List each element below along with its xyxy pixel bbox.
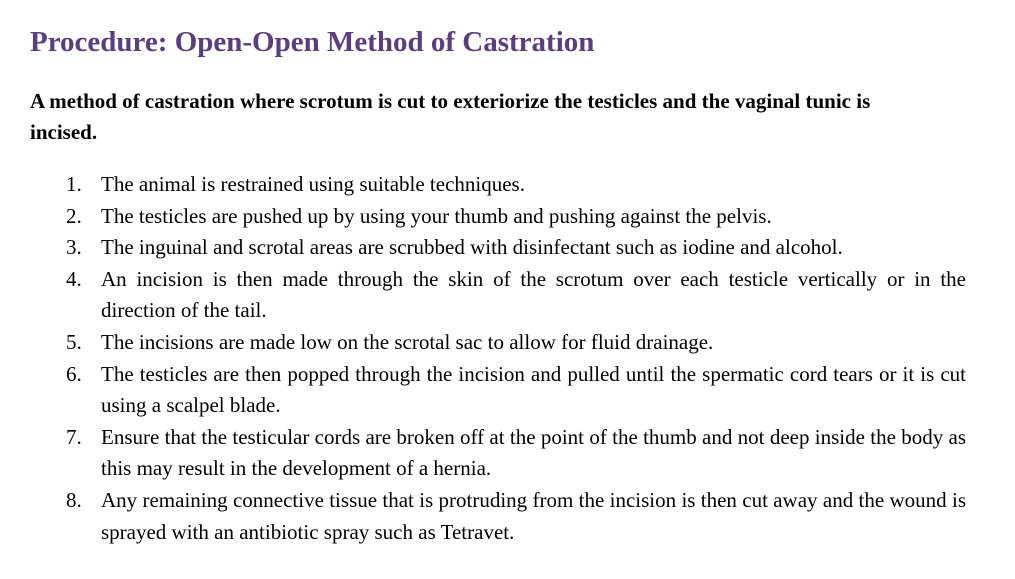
step-text: The testicles are then popped through the incision and pulled until the spermatic cord tears or it is cut using a scalpel blade. xyxy=(101,361,966,418)
step-number: 5. xyxy=(66,329,82,354)
step-number: 1. xyxy=(66,172,82,196)
step-text: An incision is then made through the skin of the scrotum over each testicle vertically or in the direction of the tail. xyxy=(101,266,966,323)
step-item xyxy=(30,201,966,233)
step-item xyxy=(30,359,966,422)
step-text: Ensure that the testicular cords are broken off at the point of the thumb and not deep inside the body as this may result in the development of a hernia. xyxy=(101,424,966,481)
step-item xyxy=(30,264,966,327)
step-text: The animal is restrained using suitable techniques. xyxy=(101,172,525,196)
step-number: 8. xyxy=(66,487,82,512)
step-item xyxy=(30,485,966,548)
step-text: The incisions are made low on the scrotal sac to allow for fluid drainage. xyxy=(101,329,714,354)
step-item xyxy=(30,232,966,264)
page-title: Procedure: Open-Open Method of Castration xyxy=(30,26,595,58)
intro-paragraph: A method of castration where scrotum is cut to exteriorize the testicles and the vaginal tunic is incised. xyxy=(30,89,871,144)
step-text: The testicles are pushed up by using your thumb and pushing against the pelvis. xyxy=(101,203,772,228)
step-text: Any remaining connective tissue that is protruding from the incision is then cut away and the wound is sprayed with an antibiotic spray such as Tetravet. xyxy=(101,487,966,544)
step-number: 4. xyxy=(66,266,82,291)
step-number: 7. xyxy=(66,424,82,449)
step-text: The inguinal and scrotal areas are scrubbed with disinfectant such as iodine and alcohol. xyxy=(101,235,843,260)
procedure-steps-list xyxy=(30,169,966,548)
step-item xyxy=(30,327,966,359)
step-number: 2. xyxy=(66,203,82,228)
step-number: 6. xyxy=(66,361,82,386)
step-item xyxy=(30,169,966,201)
step-item xyxy=(30,422,966,485)
step-number: 3. xyxy=(66,235,82,260)
